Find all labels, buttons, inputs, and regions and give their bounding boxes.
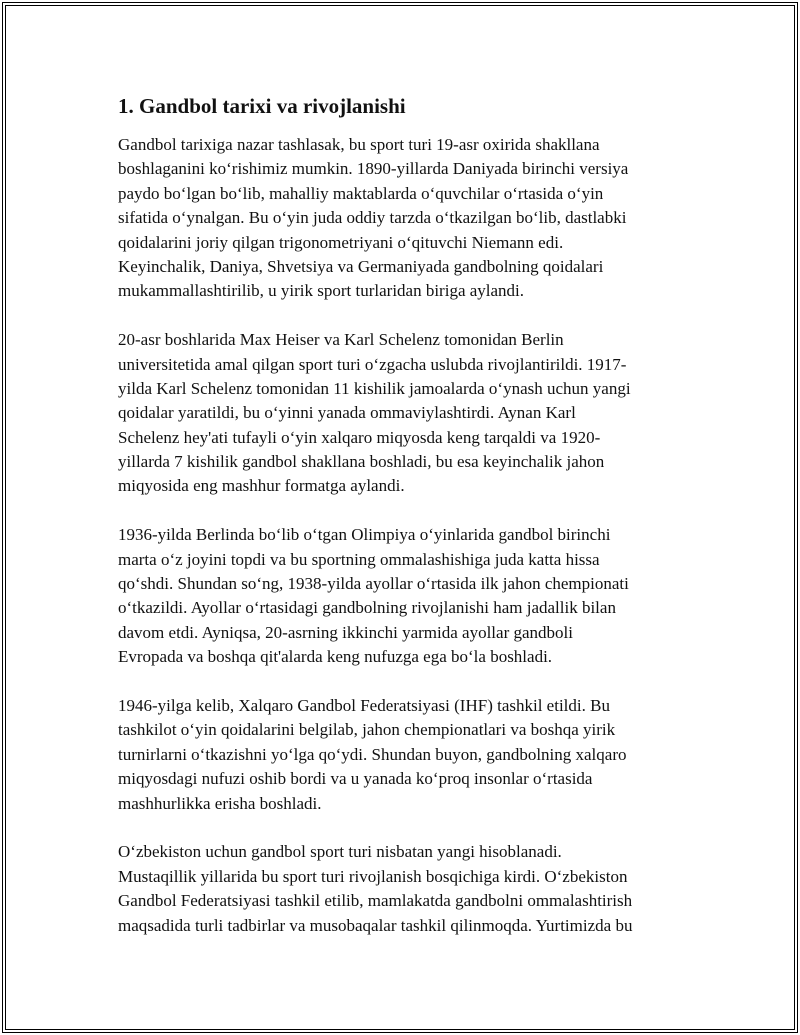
paragraph-line: sifatida oʻynalgan. Bu oʻyin juda oddiy tarzda oʻtkazilgan boʻlib, dastlabki <box>118 208 627 228</box>
paragraph <box>118 840 678 938</box>
paragraph-line: 1936-yilda Berlinda boʻlib oʻtgan Olimpiya oʻyinlarida gandbol birinchi <box>118 525 611 545</box>
paragraph-line: davom etdi. Ayniqsa, 20-asrning ikkinchi yarmida ayollar gandboli <box>118 622 573 642</box>
paragraph-line: Gandbol Federatsiyasi tashkil etilib, mamlakatda gandbolni ommalashtirish <box>118 891 633 911</box>
paragraph-line: maqsadida turli tadbirlar va musobaqalar tashkil qilinmoqda. Yurtimizda bu <box>118 915 633 935</box>
section-heading: 1. Gandbol tarixi va rivojlanishi <box>118 94 406 118</box>
paragraph <box>118 523 678 669</box>
paragraph-line: oʻtkazildi. Ayollar oʻrtasidagi gandbolning rivojlanishi ham jadallik bilan <box>118 598 616 618</box>
paragraph-line: Mustaqillik yillarida bu sport turi rivojlanish bosqichiga kirdi. Oʻzbekiston <box>118 866 628 886</box>
paragraph <box>118 328 678 499</box>
paragraph-line: mukammallashtirilib, u yirik sport turlaridan biriga aylandi. <box>118 281 525 301</box>
paragraph-line: Gandbol tarixiga nazar tashlasak, bu sport turi 19-asr oxirida shakllana <box>118 135 600 154</box>
document-body <box>118 93 678 962</box>
paragraph-line: 20-asr boshlarida Max Heiser va Karl Schelenz tomonidan Berlin <box>118 330 564 350</box>
paragraph-line: qoidalarini joriy qilgan trigonometriyani oʻqituvchi Niemann edi. <box>118 232 564 252</box>
paragraph-line: qoʻshdi. Shundan soʻng, 1938-yilda ayollar oʻrtasida ilk jahon chempionati <box>118 574 629 594</box>
paragraph-line: Keyinchalik, Daniya, Shvetsiya va Germaniyada gandbolning qoidalari <box>118 256 604 276</box>
paragraph-line: tashkilot oʻyin qoidalarini belgilab, jahon chempionatlari va boshqa yirik <box>118 720 616 740</box>
paragraph-line: 1946-yilga kelib, Xalqaro Gandbol Federatsiyasi (IHF) tashkil etildi. Bu <box>118 695 610 715</box>
paragraph-line: Evropada va boshqa qit'alarda keng nufuzga ega boʻla boshladi. <box>118 647 553 667</box>
paragraph-line: turnirlarni oʻtkazishni yoʻlga qoʻydi. Shundan buyon, gandbolning xalqaro <box>118 744 627 764</box>
paragraph-list <box>118 133 678 938</box>
paragraph-line: miqyosida eng mashhur formatga aylandi. <box>118 476 405 496</box>
paragraph-line: Schelenz hey'ati tufayli oʻyin xalqaro miqyosda keng tarqaldi va 1920- <box>118 427 601 447</box>
paragraph-line: mashhurlikka erisha boshladi. <box>118 793 322 813</box>
paragraph-line: boshlaganini koʻrishimiz mumkin. 1890-yillarda Daniyada birinchi versiya <box>118 159 629 179</box>
paragraph-line: paydo boʻlgan boʻlib, mahalliy maktablarda oʻquvchilar oʻrtasida oʻyin <box>118 183 604 203</box>
paragraph <box>118 133 678 304</box>
paragraph <box>118 694 678 816</box>
paragraph-line: universitetida amal qilgan sport turi oʻzgacha uslubda rivojlantirildi. 1917- <box>118 354 627 374</box>
paragraph-line: yillarda 7 kishilik gandbol shakllana boshladi, bu esa keyinchalik jahon <box>118 452 605 472</box>
paragraph-line: miqyosdagi nufuzi oshib bordi va u yanada koʻproq insonlar oʻrtasida <box>118 769 593 789</box>
paragraph-line: Oʻzbekiston uchun gandbol sport turi nisbatan yangi hisoblanadi. <box>118 842 562 862</box>
paragraph-line: qoidalar yaratildi, bu oʻyinni yanada ommaviylashtirdi. Aynan Karl <box>118 403 576 423</box>
paragraph-line: yilda Karl Schelenz tomonidan 11 kishilik jamoalarda oʻynash uchun yangi <box>118 378 631 398</box>
paragraph-line: marta oʻz joyini topdi va bu sportning ommalashishiga juda katta hissa <box>118 549 600 569</box>
